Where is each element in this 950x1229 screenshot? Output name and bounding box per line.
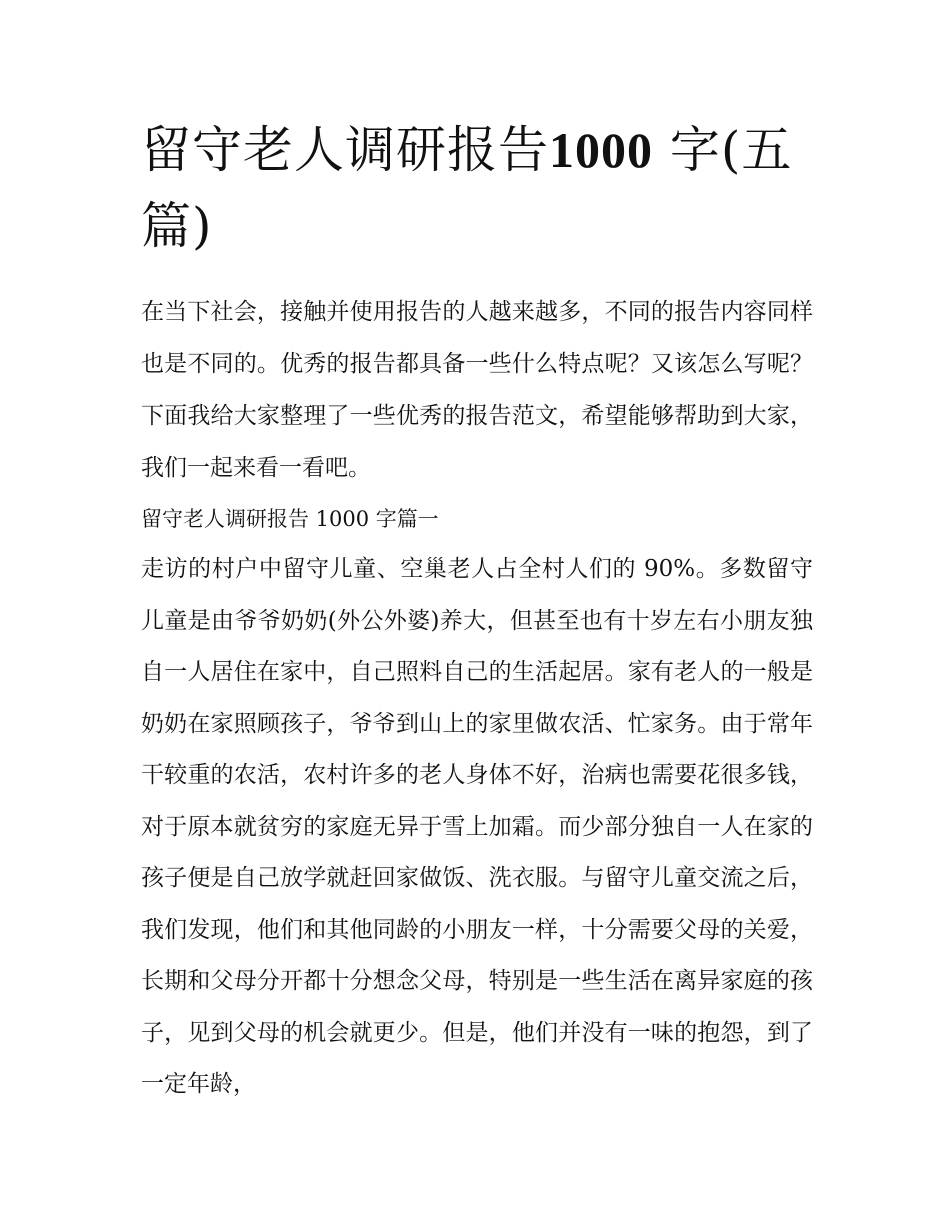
section-heading: 留守老人调研报告 1000 字篇一 — [141, 507, 439, 531]
document-title — [141, 112, 813, 264]
title-suffix: 字(五篇) — [141, 121, 793, 255]
document-page — [141, 112, 813, 1111]
title-text: 留守老人调研报告 — [141, 121, 549, 179]
title-number: 1000 — [549, 122, 653, 178]
body-paragraph: 走访的村户中留守儿童、空巢老人占全村人们的 90%。多数留守儿童是由爷爷奶奶(外公外婆)养大，但甚至也有十岁左右小朋友独自一人居住在家中，自己照料自己的生活起居。家有老人的一般是奶奶在家照顾孩子，爷爷到山上的家里做农活、忙家务。由于常年干较重的农活，农村许多的老人身体不好，治病也需要花很多钱，对于原本就贫穷的家庭无异于雪上加霜。而少部分独自一人在家的孩子便是自己放学就赶回家做饭、洗衣服。与留守儿童交流之后，我们发现，他们和其他同龄的小朋友一样，十分需要父母的关爱，长期和父母分开都十分想念父母，特别是一些生活在离异家庭的孩子，见到父母的机会就更少。但是，他们并没有一味的抱怨，到了一定年龄， — [141, 556, 813, 1097]
intro-paragraph: 在当下社会，接触并使用报告的人越来越多，不同的报告内容同样也是不同的。优秀的报告都具备一些什么特点呢？又该怎么写呢？下面我给大家整理了一些优秀的报告范文，希望能够帮助到大家，我们一起来看一看吧。 — [141, 299, 813, 481]
